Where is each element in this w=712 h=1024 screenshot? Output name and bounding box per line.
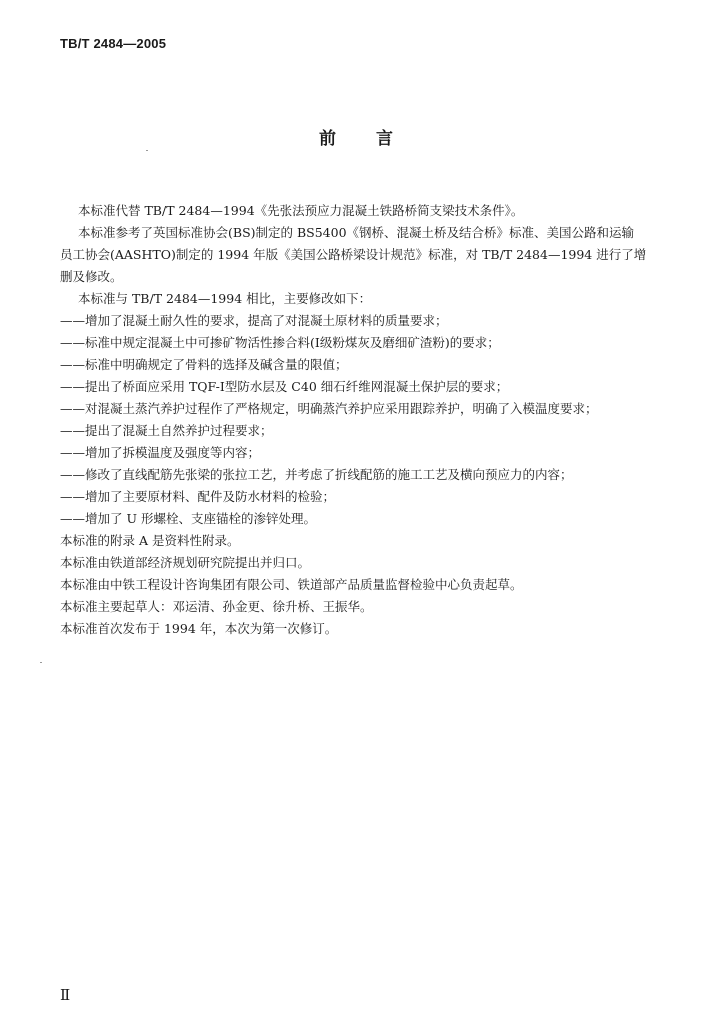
paragraph-drafted-by: 本标准由中铁工程设计咨询集团有限公司、铁道部产品质量监督检验中心负责起草。 xyxy=(60,577,523,592)
change-item: ——提出了混凝土自然养护过程要求； xyxy=(60,423,273,438)
change-item: ——增加了 U 形螺栓、支座锚栓的渗锌处理。 xyxy=(60,511,316,526)
paragraph-drafters: 本标准主要起草人：邓运清、孙金更、徐升桥、王振华。 xyxy=(60,599,373,614)
scan-speck xyxy=(146,150,148,151)
change-item: ——修改了直线配筋先张梁的张拉工艺，并考虑了折线配筋的施工工艺及横向预应力的内容； xyxy=(60,467,573,482)
paragraph-references-line-2: 员工协会(AASHTO)制定的 1994 年版《美国公路桥梁设计规范》标准，对 TB/T 2484—1994 进行了增 xyxy=(60,247,647,262)
paragraph-references-line-1: 本标准参考了英国标准协会(BS)制定的 BS5400《钢桥、混凝土桥及结合桥》标准、美国公路和运输 xyxy=(78,225,635,240)
paragraph-annex-note: 本标准的附录 A 是资料性附录。 xyxy=(60,533,240,548)
paragraph-references-line-3: 删及修改。 xyxy=(60,269,123,284)
paragraph-changes-intro: 本标准与 TB/T 2484—1994 相比，主要修改如下： xyxy=(78,291,372,306)
page-number: Ⅱ xyxy=(60,986,71,1004)
change-item: ——标准中明确规定了骨料的选择及碱含量的限值； xyxy=(60,357,348,372)
paragraph-proposed-by: 本标准由铁道部经济规划研究院提出并归口。 xyxy=(60,555,311,570)
page-title: 前言 xyxy=(319,129,433,149)
change-item: ——对混凝土蒸汽养护过程作了严格规定，明确蒸汽养护应采用跟踪养护，明确了入模温度要求； xyxy=(60,401,598,416)
standard-code: TB/T 2484—2005 xyxy=(60,36,167,51)
paragraph-replaces: 本标准代替 TB/T 2484—1994《先张法预应力混凝土铁路桥简支梁技术条件》。 xyxy=(78,203,524,218)
change-item: ——提出了桥面应采用 TQF-Ⅰ型防水层及 C40 细石纤维网混凝土保护层的要求； xyxy=(60,379,509,394)
change-item: ——标准中规定混凝土中可掺矿物活性掺合料(Ⅰ级粉煤灰及磨细矿渣粉)的要求； xyxy=(60,335,500,350)
foreword-body xyxy=(60,200,684,640)
change-item: ——增加了混凝土耐久性的要求，提高了对混凝土原材料的质量要求； xyxy=(60,313,448,328)
change-item: ——增加了拆模温度及强度等内容； xyxy=(60,445,261,460)
paragraph-history: 本标准首次发布于 1994 年，本次为第一次修订。 xyxy=(60,621,338,636)
change-item: ——增加了主要原材料、配件及防水材料的检验； xyxy=(60,489,336,504)
scan-speck xyxy=(40,662,42,663)
